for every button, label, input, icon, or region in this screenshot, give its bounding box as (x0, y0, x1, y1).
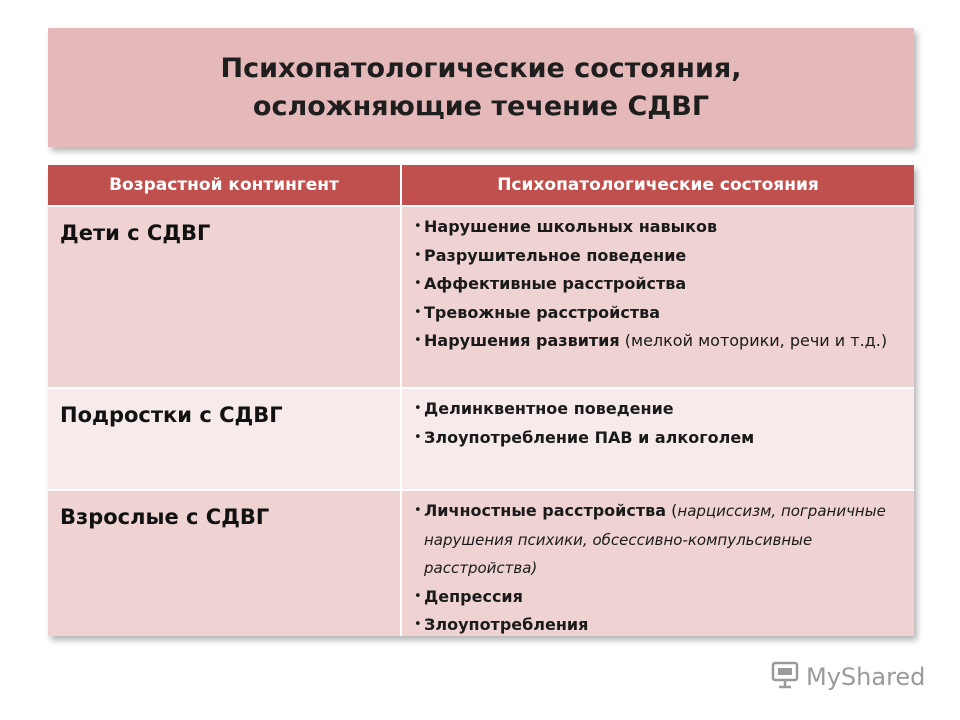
header-conditions: Психопатологические состояния (497, 175, 819, 195)
table-row (48, 491, 914, 636)
list-item: • Нарушения развития (мелкой моторики, речи и т.д.) (414, 327, 902, 356)
list-item: • Разрушительное поведение (414, 242, 902, 271)
table-row (48, 207, 914, 389)
title-line-1: Психопатологические состояния, (220, 52, 742, 84)
title-line-2: осложняющие течение СДВГ (252, 90, 710, 122)
presentation-board-icon (770, 660, 800, 694)
conditions-table (48, 165, 914, 636)
table-row (48, 389, 914, 491)
row-group-label: Подростки с СДВГ (48, 389, 402, 489)
header-age-group: Возрастной контингент (48, 165, 402, 205)
list-item: • Делинквентное поведение (414, 395, 902, 424)
list-item: • Злоупотребление ПАВ и алкоголем (414, 424, 902, 453)
row-group-label: Взрослые с СДВГ (48, 491, 402, 636)
table-header-row (48, 165, 914, 207)
list-item: • Злоупотребления (414, 611, 902, 640)
row-conditions (402, 389, 914, 489)
list-item: • Депрессия (414, 583, 902, 612)
list-item: • Личностные расстройства (нарциссизм, пограничные нарушения психики, обсессивно-компульсивные расстройства) (414, 497, 902, 583)
row-conditions (402, 207, 914, 387)
list-item: • Аффективные расстройства (414, 270, 902, 299)
list-item: • Тревожные расстройства (414, 299, 902, 328)
watermark-text: MyShared (806, 663, 926, 691)
list-item: • Нарушение школьных навыков (414, 213, 902, 242)
row-group-label: Дети с СДВГ (48, 207, 402, 387)
title-box (48, 28, 914, 147)
watermark-logo (770, 660, 925, 694)
row-conditions (402, 491, 914, 636)
